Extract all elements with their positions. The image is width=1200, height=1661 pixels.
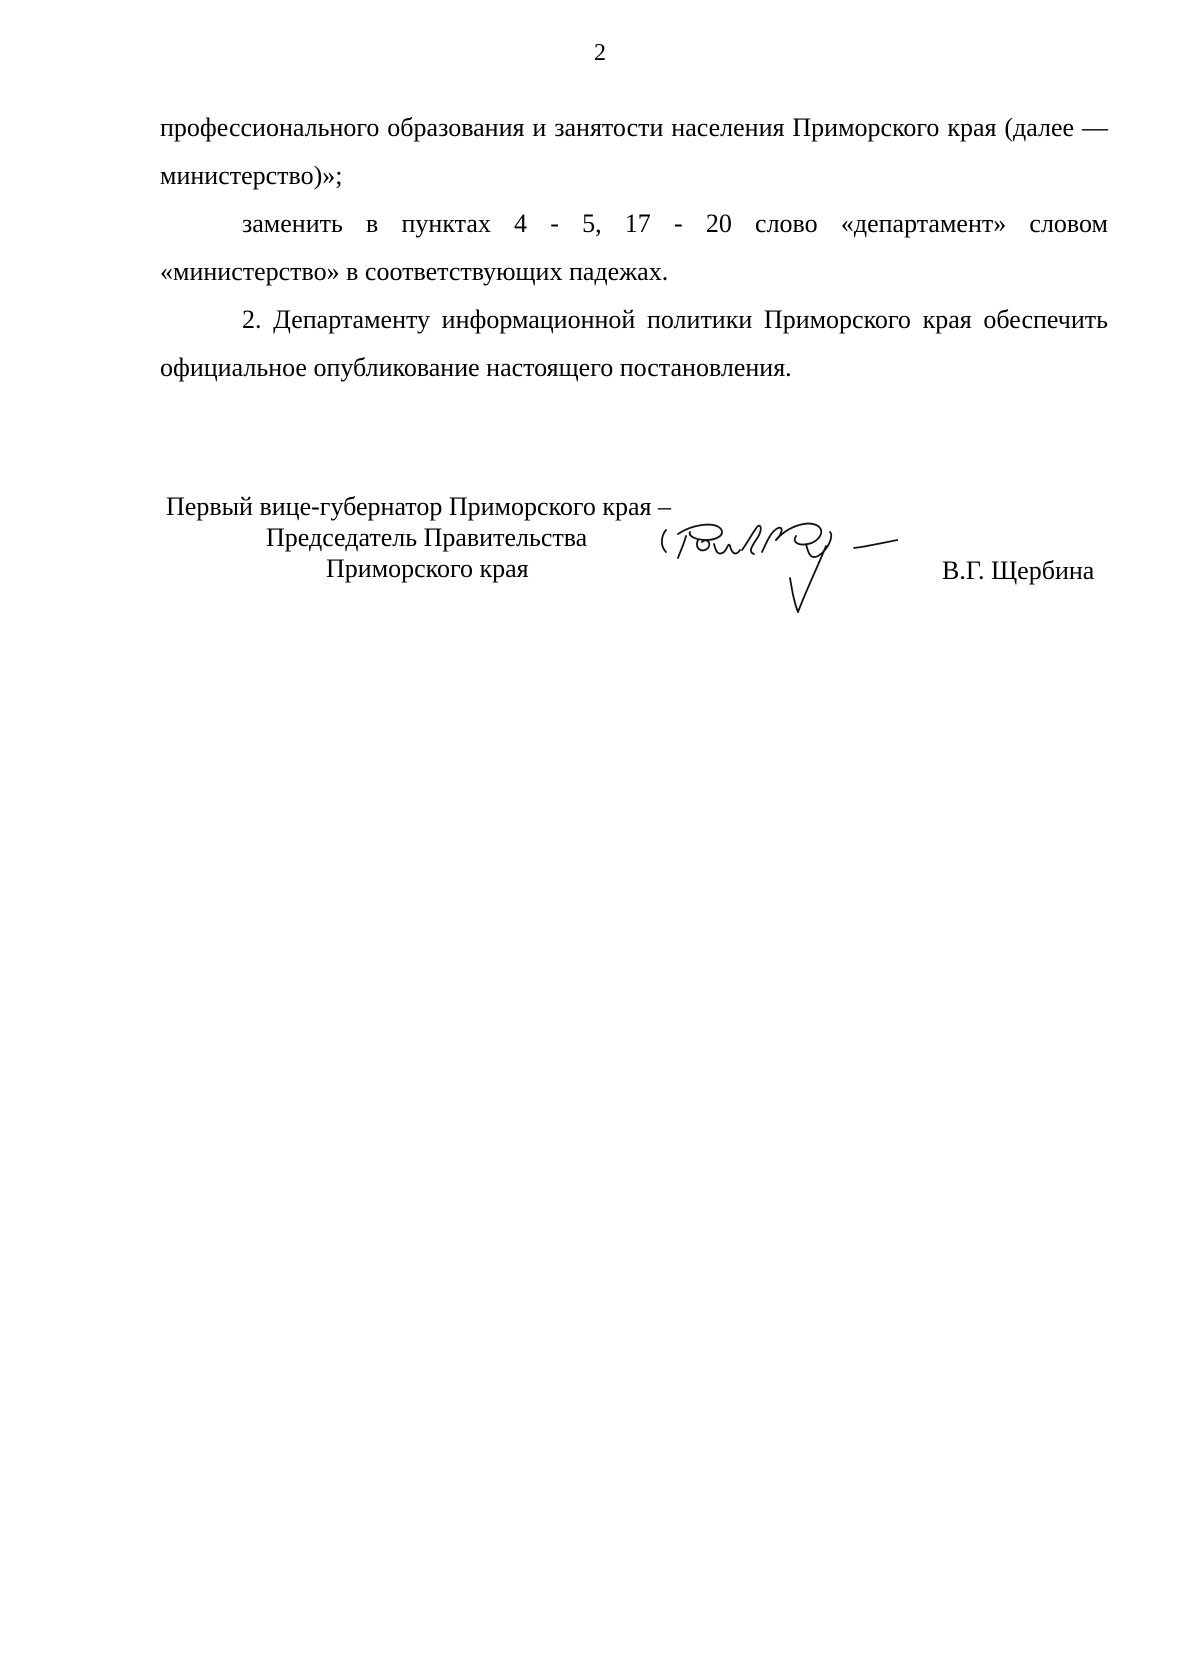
paragraph-replace-word: заменить в пунктах 4 - 5, 17 - 20 слово «департамент» словом «министерство» в соответствующих падежах. [160, 209, 1108, 286]
paragraph-publication: 2. Департаменту информационной политики Приморского края обеспечить официальное опубликование настоящего постановления. [160, 305, 1108, 382]
signatory-position [160, 491, 720, 584]
signer-name: В.Г. Щербина [942, 556, 1095, 585]
paragraph-continuation: профессионального образования и занятости населения Приморского края (далее — министерство)»; [160, 113, 1108, 190]
position-line-3: Приморского края [326, 554, 529, 583]
handwritten-signature-icon [658, 522, 898, 632]
position-line-2: Председатель Правительства [266, 523, 588, 552]
position-line-1: Первый вице-губернатор Приморского края – [166, 492, 671, 521]
page-number: 2 [594, 40, 606, 66]
document-body [160, 104, 1108, 392]
